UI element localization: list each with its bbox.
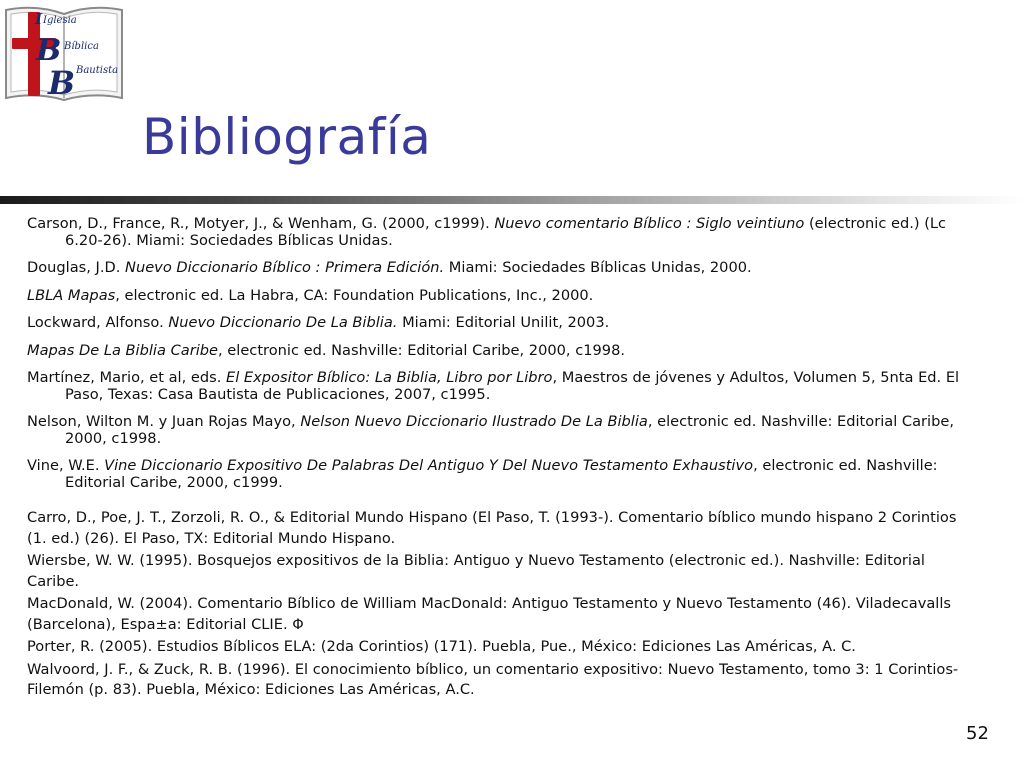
reference-item: LBLA Mapas, electronic ed. La Habra, CA: Foundation Publications, Inc., 2000. <box>27 286 594 304</box>
reference-item: Douglas, J.D. Nuevo Diccionario Bíblico : Primera Edición. Miami: Sociedades Bíblicas Unidas, 2000. <box>27 259 752 276</box>
reference-item: Lockward, Alfonso. Nuevo Diccionario De La Biblia. Miami: Editorial Unilit, 2003. <box>27 314 610 331</box>
title-divider <box>0 196 1024 204</box>
open-book-icon <box>2 2 126 106</box>
reference-item-plain: Carro, D., Poe, J. T., Zorzoli, R. O., & Editorial Mundo Hispano (El Paso, T. (1993-). Comentario bíblico mundo hispano 2 Corintios (1. ed.) (26). El Paso, TX: Editorial Mundo Hispano. <box>27 509 957 547</box>
logo-letter-i: I <box>35 10 43 28</box>
reference-item: Nelson, Wilton M. y Juan Rojas Mayo, Nelson Nuevo Diccionario Ilustrado De La Biblia, electronic ed. Nashville: Editorial Caribe, 2000, c1998. <box>27 413 954 447</box>
reference-item-plain: Walvoord, J. F., & Zuck, R. B. (1996). El conocimiento bíblico, un comentario expositivo: Nuevo Testamento, tomo 3: 1 Corintios-Filemón (p. 83). Puebla, México: Ediciones Las Américas, A.C. <box>27 660 959 698</box>
church-logo <box>2 2 126 106</box>
reference-item: Carson, D., France, R., Motyer, J., & Wenham, G. (2000, c1999). Nuevo comentario Bíblico : Siglo veintiuno (electronic ed.) (Lc 6.20-26). Miami: Sociedades Bíblicas Unidas. <box>27 215 947 249</box>
page-title: Bibliografía <box>142 108 432 166</box>
reference-item: Vine, W.E. Vine Diccionario Expositivo De Palabras Del Antiguo Y Del Nuevo Testamento Exhaustivo, electronic ed. Nashville: Editorial Caribe, 2000, c1999. <box>27 457 938 491</box>
reference-item: Mapas De La Biblia Caribe, electronic ed. Nashville: Editorial Caribe, 2000, c1998. <box>27 341 626 359</box>
logo-word-iglesia: Iglesia <box>43 15 77 26</box>
reference-item-plain: MacDonald, W. (2004). Comentario Bíblico de William MacDonald: Antiguo Testamento y Nuevo Testamento (46). Viladecavalls (Barcelona), Espa±a: Editorial CLIE. Φ <box>27 595 952 633</box>
logo-word-biblica: Bíblica <box>64 41 99 52</box>
logo-letter-b2: B <box>48 64 76 102</box>
logo-letter-b1: B <box>36 33 62 68</box>
bibliography-list <box>27 216 977 703</box>
reference-item-plain: Wiersbe, W. W. (1995). Bosquejos expositivos de la Biblia: Antiguo y Nuevo Testamento (electronic ed.). Nashville: Editorial Caribe. <box>27 552 925 590</box>
reference-item: Martínez, Mario, et al, eds. El Expositor Bíblico: La Biblia, Libro por Libro, Maestros de jóvenes y Adultos, Volumen 5, 5nta Ed. El Paso, Texas: Casa Bautista de Publicaciones, 2007, c1995. <box>27 369 960 403</box>
reference-item-plain: Porter, R. (2005). Estudios Bíblicos ELA: (2da Corintios) (171). Puebla, Pue., México: Ediciones Las Américas, A. C. <box>27 638 856 655</box>
logo-word-bautista: Bautista <box>76 65 119 76</box>
page-number: 52 <box>966 723 989 744</box>
